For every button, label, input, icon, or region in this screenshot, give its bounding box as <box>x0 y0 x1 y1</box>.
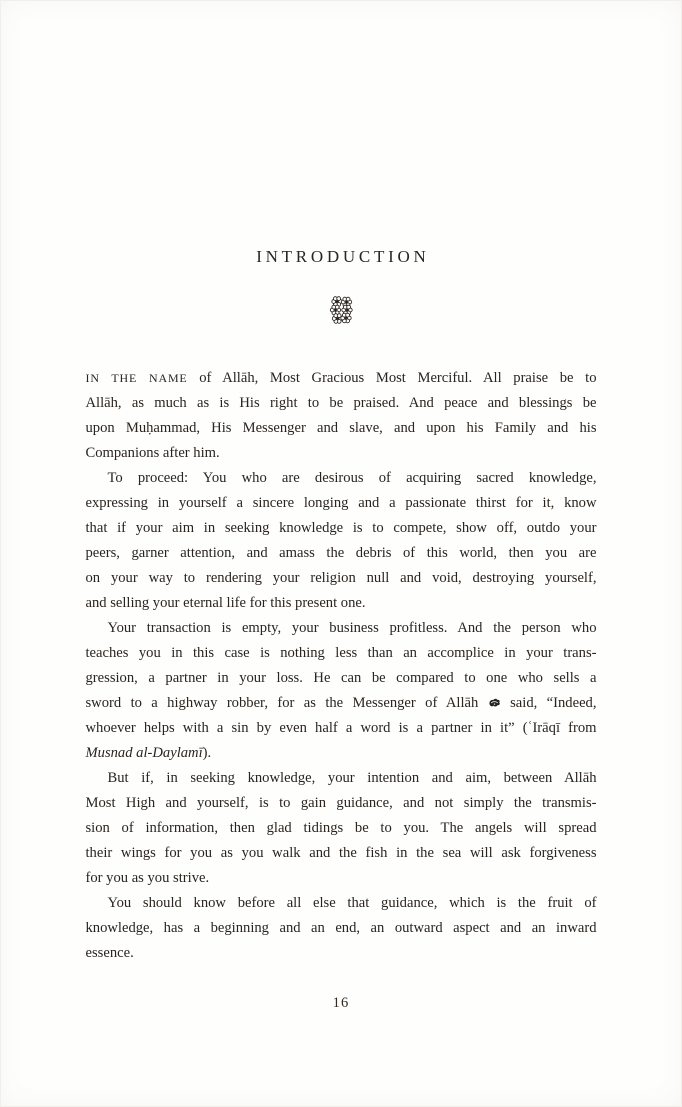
text-line <box>86 566 597 591</box>
text-line <box>86 891 597 916</box>
text-line <box>86 866 597 891</box>
text-line <box>86 716 597 741</box>
text-segment: upon Muḥammad, His Messenger and slave, and upon his Family and his <box>85 420 597 436</box>
text-line <box>86 791 597 816</box>
text-line <box>86 741 597 766</box>
paragraph <box>86 366 597 466</box>
text-segment: Musnad al-Daylamī <box>85 745 203 761</box>
text-line <box>86 591 597 616</box>
text-segment: sion of information, then glad tidings be to you. The angels will spread <box>85 820 597 836</box>
paragraph <box>86 891 597 966</box>
text-segment: You should know before all else that guidance, which is the fruit of <box>107 895 597 911</box>
text-line <box>86 391 597 416</box>
text-segment: IN THE NAME <box>85 371 188 385</box>
text-segment: gression, a partner in your loss. He can be compared to one who sells a <box>85 670 597 686</box>
text-line <box>86 691 597 716</box>
floral-rosette-icon <box>328 296 354 324</box>
text-segment: their wings for you as you walk and the fish in the sea will ask forgiveness <box>85 845 597 861</box>
text-segment: on your way to rendering your religion null and void, destroying yourself, <box>85 570 597 586</box>
text-segment: Most High and yourself, is to gain guidance, and not simply the transmis- <box>85 795 597 811</box>
text-segment: Your transaction is empty, your business profitless. And the person who <box>107 620 597 636</box>
text-line <box>86 941 597 966</box>
text-line <box>86 816 597 841</box>
text-line <box>86 841 597 866</box>
text-line <box>86 416 597 441</box>
text-line <box>86 516 597 541</box>
section-ornament <box>0 296 682 324</box>
text-line <box>86 466 597 491</box>
text-segment: sword to a highway robber, for as the Messenger of Allāh <box>85 695 488 711</box>
text-segment: said, “Indeed, <box>500 695 597 711</box>
text-segment: of Allāh, Most Gracious Most Merciful. All praise be to <box>187 370 597 386</box>
honorific-salawat-icon <box>488 697 501 708</box>
paragraph <box>86 466 597 616</box>
text-segment: To proceed: You who are desirous of acquiring sacred knowledge, <box>107 470 597 486</box>
text-line <box>86 616 597 641</box>
body-text <box>86 366 597 966</box>
text-segment: But if, in seeking knowledge, your intention and aim, between Allāh <box>107 770 597 786</box>
text-segment: essence. <box>85 945 134 961</box>
text-segment: peers, garner attention, and amass the debris of this world, then you are <box>85 545 597 561</box>
text-segment: whoever helps with a sin by even half a word is a partner in it” (ʿIrāqī from <box>85 720 597 736</box>
text-segment: that if your aim in seeking knowledge is to compete, show off, outdo your <box>85 520 597 536</box>
text-segment: expressing in yourself a sincere longing and a passionate thirst for it, know <box>85 495 597 511</box>
text-line <box>86 541 597 566</box>
text-line <box>86 491 597 516</box>
text-line <box>86 766 597 791</box>
paragraph <box>86 616 597 766</box>
text-segment: Allāh, as much as is His right to be praised. And peace and blessings be <box>85 395 597 411</box>
text-line <box>86 666 597 691</box>
text-segment: for you as you strive. <box>85 870 210 886</box>
text-segment: knowledge, has a beginning and an end, an outward aspect and an inward <box>85 920 597 936</box>
text-segment: and selling your eternal life for this present one. <box>85 595 366 611</box>
text-segment: Companions after him. <box>85 445 220 461</box>
text-segment: teaches you in this case is nothing less than an accomplice in your trans- <box>85 645 597 661</box>
text-line <box>86 916 597 941</box>
text-line <box>86 441 597 466</box>
text-segment: ). <box>202 745 212 761</box>
page-title: INTRODUCTION <box>256 247 430 266</box>
text-line <box>86 641 597 666</box>
paragraph <box>86 766 597 891</box>
text-line <box>86 366 597 391</box>
page-number: 16 <box>332 995 350 1011</box>
